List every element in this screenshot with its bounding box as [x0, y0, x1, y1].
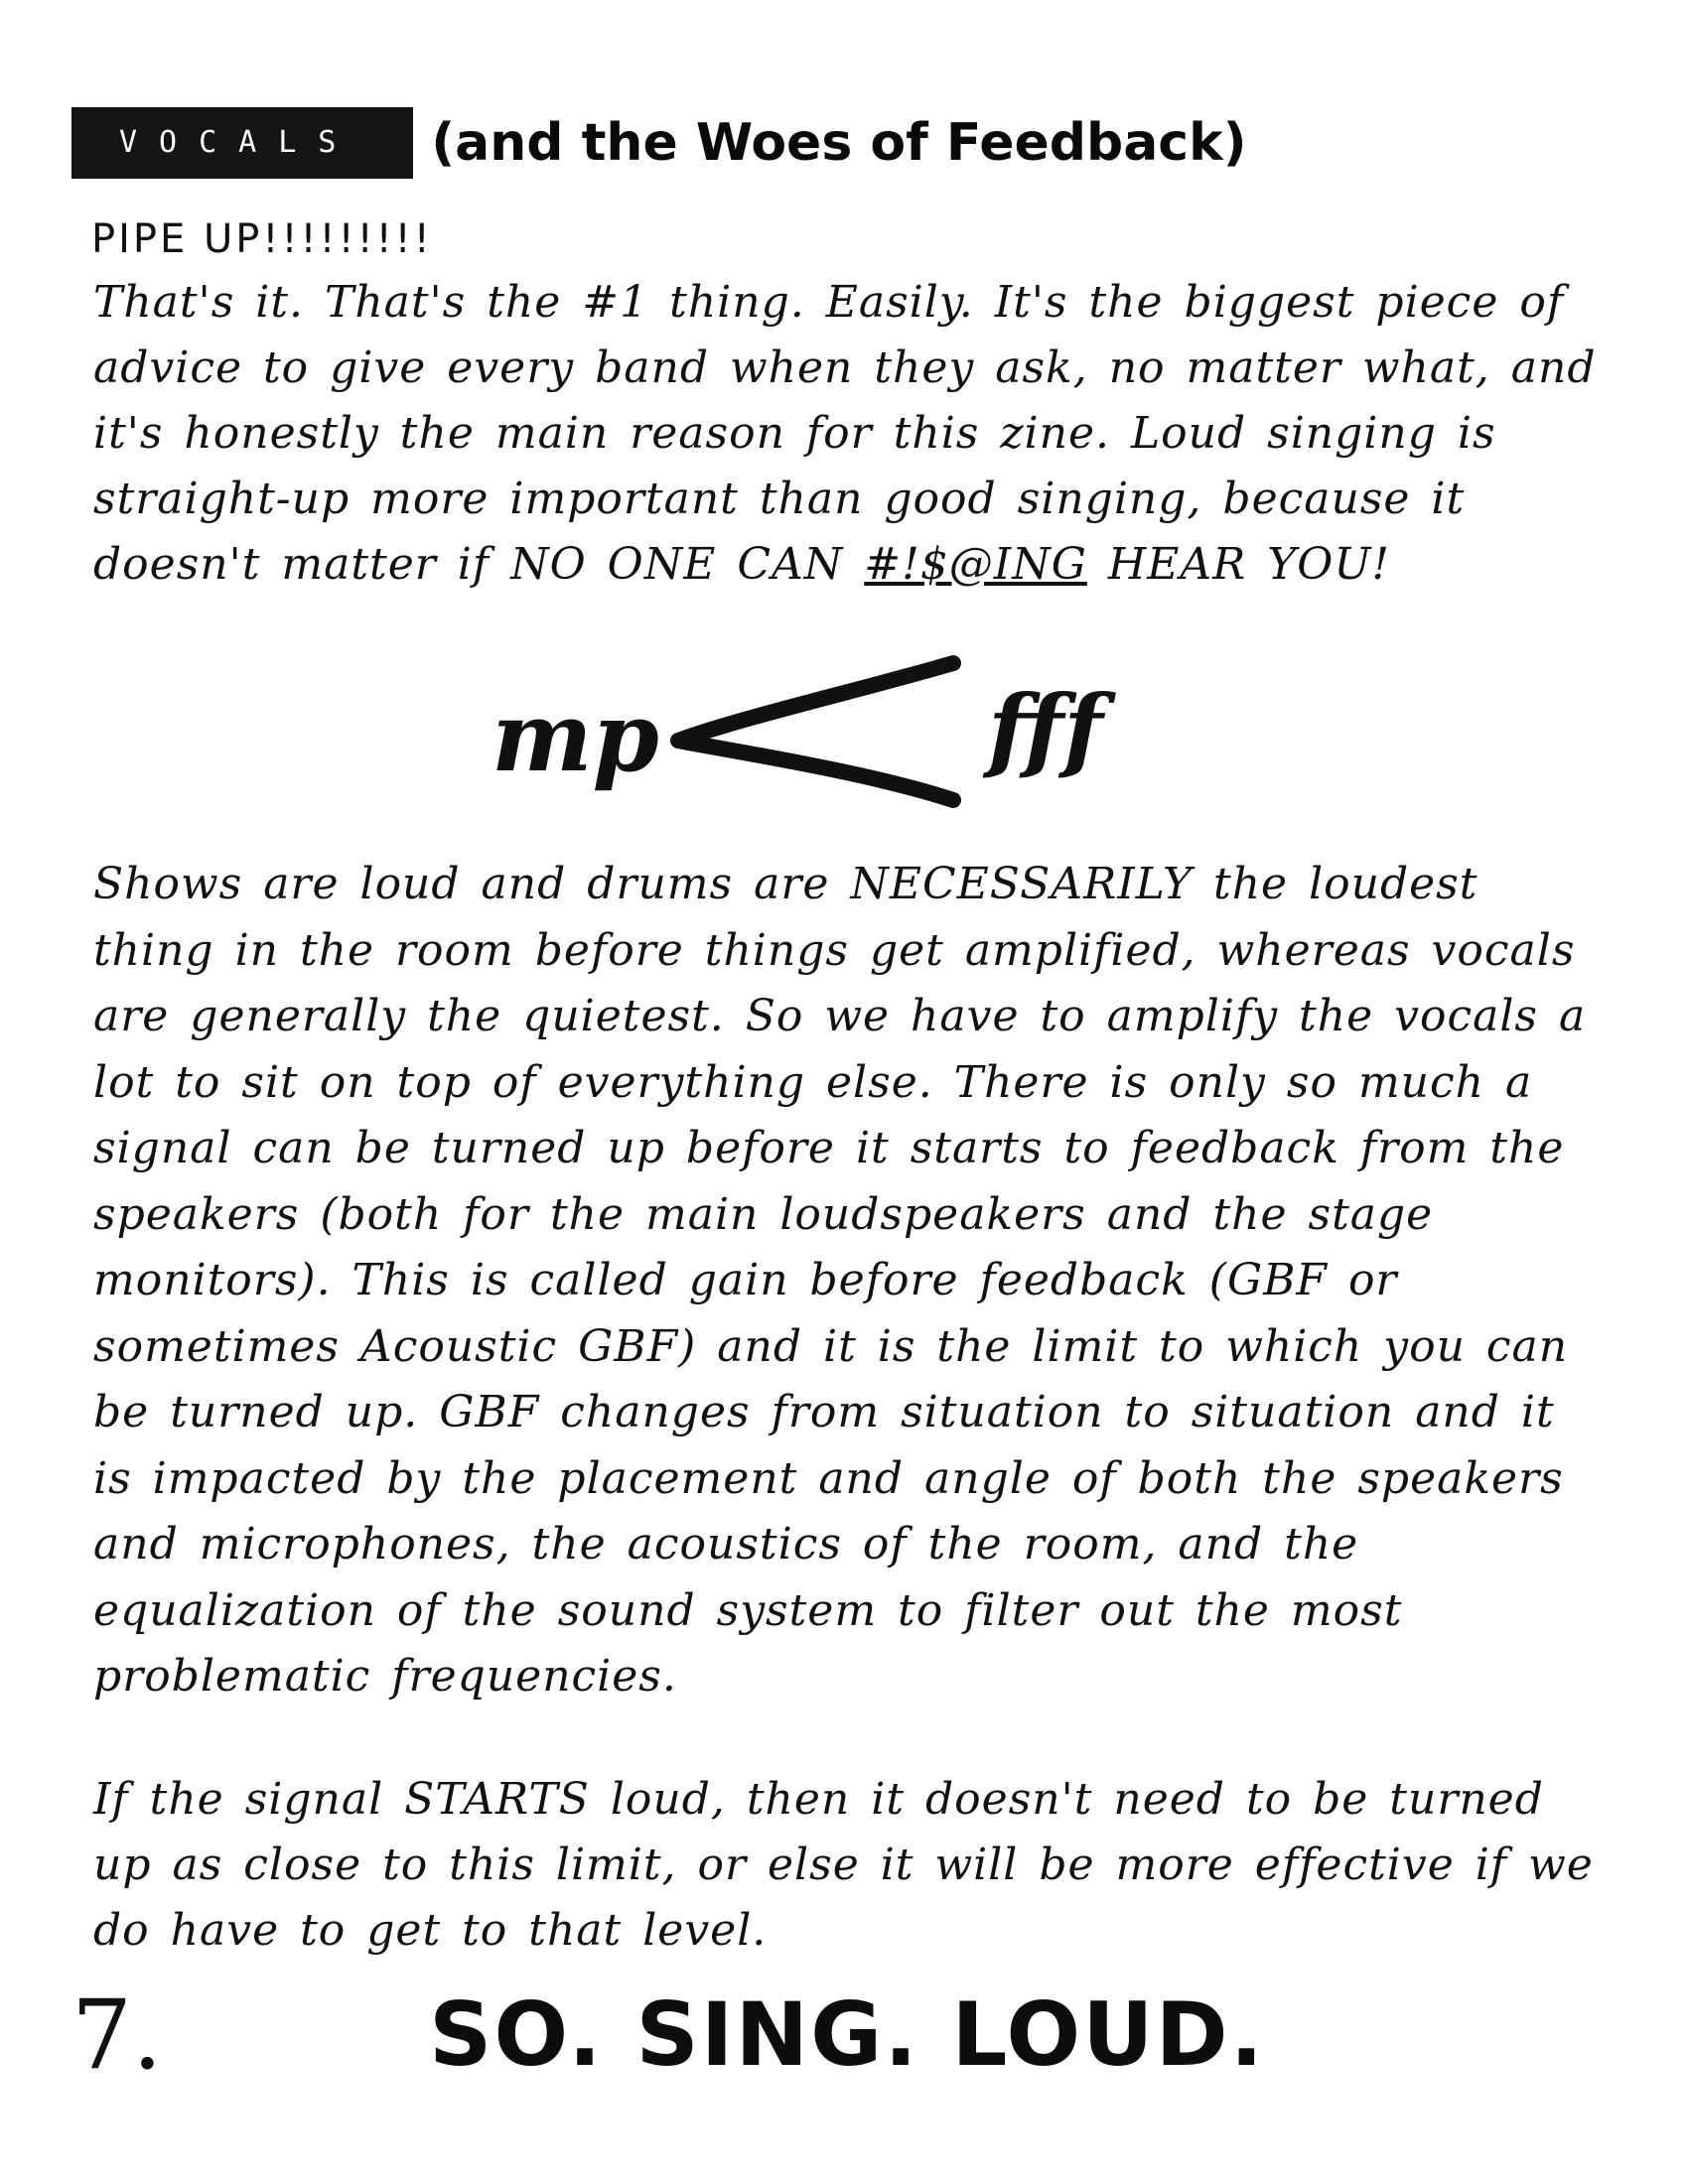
dynamic-end-label: fff	[988, 675, 1103, 782]
section-subtitle: (and the Woes of Feedback)	[431, 113, 1247, 173]
section-header	[71, 107, 1246, 179]
dynamics-crescendo	[492, 643, 1206, 832]
crescendo-drawing	[492, 643, 1206, 832]
body-paragraph-3: If the signal STARTS loud, then it doesn't need to be turned up as close to this limit, or else it will be more effective if we do have to get to that level.	[93, 1774, 1594, 1956]
dynamic-start-label: mp	[492, 681, 659, 793]
page-number: 7.	[71, 1979, 163, 2091]
intro-paragraph	[93, 270, 1603, 598]
closing-slogan: SO. SING. LOUD.	[429, 1983, 1266, 2086]
intro-paragraph-lead: That's it. That's the #1 thing. Easily. It's the biggest piece of advice to give every band when they ask, no matter what, and it's honestly the main reason for this zine. Loud singing is straight-up more important than good singing, because it doesn't matter if NO ONE CAN	[93, 277, 1597, 590]
intro-shout: PIPE UP!!!!!!!!!	[91, 216, 433, 262]
body-paragraph-2: Shows are loud and drums are NECESSARILY the loudest thing in the room before things get amplified, whereas vocals are generally the quietest. So we have to amplify the vocals a lot to sit on top of everything else. There is only so much a signal can be turned up before it starts to feedback from the speakers (both for the main loudspeakers and the stage monitors). This is called gain before feedback (GBF or sometimes Acoustic GBF) and it is the limit to which you can be turned up. GBF changes from situation to situation and it is impacted by the placement and angle of both the speakers and microphones, the acoustics of the room, and the equalization of the sound system to filter out the most problematic frequencies.	[93, 859, 1587, 1702]
intro-paragraph-emphasis: #!$@ING	[864, 539, 1087, 590]
intro-paragraph-tail: HEAR YOU!	[1086, 539, 1391, 590]
crescendo-hairpin-icon	[678, 663, 953, 800]
page-footer	[71, 1976, 1620, 2105]
section-tag: VOCALS	[71, 107, 413, 179]
